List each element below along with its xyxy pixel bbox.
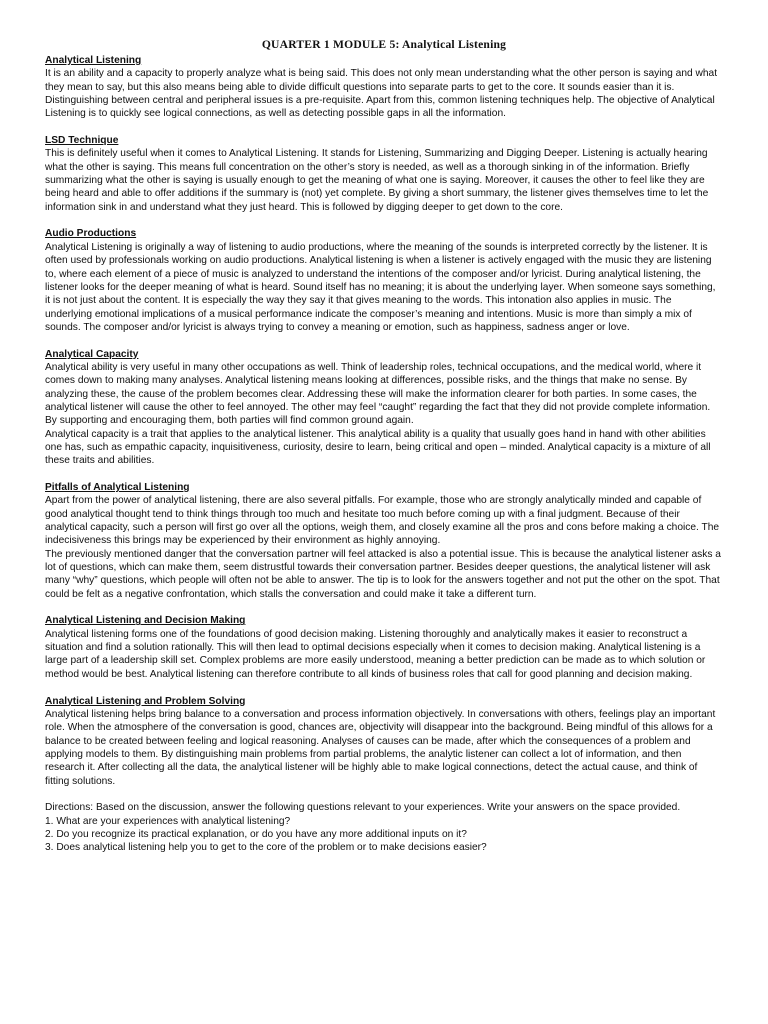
section-paragraph: It is an ability and a capacity to properly analyze what is being said. This does not only mean understanding what the other person is saying and what they mean to say, but this also means being able to divide difficult questions into separate parts to get to the core. It sounds easier than it is. Distinguishing between central and peripheral issues is a pre-requisite. Apart from this, common listening techniques help. The objective of Analytical Listening is to quickly see logical connections, as well as detecting possible gaps in all the information. [45, 68, 718, 120]
section-heading: Analytical Listening and Decision Making [45, 615, 246, 627]
directions-text: Directions: Based on the discussion, answer the following questions relevant to your experiences. Write your answers on the space provided. [45, 802, 681, 814]
section-heading: LSD Technique [45, 135, 119, 147]
section-paragraph: Analytical ability is very useful in many other occupations as well. Think of leadership roles, technical occupations, and the medical world, where it comes down to making many analyses. Analytical listening means looking at differences, possible risks, and the things that make no sense. By analyzing these, the cause of the problem becomes clear. Addressing these will make the information clearer for both parties. In some cases, the analytical listener will cause the other to feel annoyed. The other may feel “caught” regarding the fact that they did not provide complete information. By supporting and encouraging them, both parties will find common ground again. [45, 361, 711, 427]
question-item: 2. Do you recognize its practical explanation, or do you have any more additional inputs on it? [45, 828, 467, 840]
section-pitfalls [45, 481, 721, 601]
section-paragraph: Analytical Listening is originally a way of listening to audio productions, where the meaning of the sounds is interpreted correctly by the listener. It is often used by professionals working on audio productions. Analytical listening is when a listener is actively engaged with the music they are listening to, where each element of a piece of music is analyzed to understand the intentions of the composer and/or lyricist. During analytical listening, the listener looks for the deeper meaning of what is heard. Sound itself has no meaning; it is about the underlying layer. When someone says something, it is not just about the content. It is especially the way they say it that gives meaning to the words. This intonation also applies in music. The underlying emotional implications of a musical performance indicate the composer’s meaning and intentions. Music is more than simply a mix of sounds. The composer and/or lyricist is always trying to convey a meaning or emotion, such as happiness, sadness anger or love. [45, 241, 716, 333]
section-analytical-listening [45, 54, 721, 121]
section-lsd-technique [45, 134, 721, 214]
section-decision-making [45, 614, 721, 681]
question-item: 1. What are your experiences with analytical listening? [45, 815, 291, 827]
section-paragraph: Analytical listening forms one of the foundations of good decision making. Listening thoroughly and analytically makes it easier to reconstruct a situation and find a solution rationally. This will then lead to optimal decisions especially when it comes to decision making. Analytical listening is a large part of a leadership skill set. Complex problems are more easily understood, meaning a better prediction can be made as to which solution or method would be best. Analytical listening can therefore contribute to all kinds of business roles that call for good planning and decision making. [45, 628, 706, 680]
section-heading: Audio Productions [45, 228, 137, 240]
question-item: 3. Does analytical listening help you to get to the core of the problem or to make decisions easier? [45, 842, 487, 854]
section-paragraph: Analytical listening helps bring balance to a conversation and process information objectively. In conversations with others, feelings play an important role. When the atmosphere of the conversation is good, chances are, objectivity will disappear into the background. Being mindful of this allows for a balance to be created between feeling and logical reasoning. Analyses of causes can be made, after which the consequences of a problem and applying models to them. By distinguishing main problems from partial problems, the analytic listener can collect a lot of information, and then research it. After collecting all the data, the analytical listener will be highly able to make logical connections, detect the actual cause, and think of fitting solutions. [45, 708, 716, 787]
section-paragraph: Analytical capacity is a trait that applies to the analytical listener. This analytical ability is a quality that usually goes hand in hand with other abilities one has, such as empathic capacity, inquisitiveness, curiosity, desire to learn, being critical and open – minded. Analytical capacity is a mixture of all these traits and abilities. [45, 428, 711, 467]
section-problem-solving [45, 695, 721, 788]
section-heading: Pitfalls of Analytical Listening [45, 482, 190, 493]
section-paragraph: This is definitely useful when it comes to Analytical Listening. It stands for Listening, Summarizing and Digging Deeper. Listening is actually hearing what the other is saying. This means full concentration on the other’s story is needed, as well as a thorough sinking in of the information. Briefly summarizing what the other is saying is usually enough to get the meaning of what one is saying. Moreover, it causes the other to feel like they are being heard and able to offer additions if the summary is (not) yet complete. By giving a short summary, the listener gives themselves time to let the information sink in and understand what they just heard. This is followed by digging deeper to get down to the core. [45, 148, 709, 213]
section-analytical-capacity [45, 348, 721, 468]
directions-block [45, 801, 721, 854]
section-paragraph: Apart from the power of analytical listening, there are also several pitfalls. For example, those who are strongly analytically minded and capable of good analytical thought tend to think things through too much and hesitate too much before coming up with a final judgment. Because of their analytical capacity, such a person will first go over all the options, weigh them, and closely examine all the pros and cons before making a choice. The indecisiveness this brings may be experienced by their environment as highly annoying. [45, 495, 720, 547]
section-heading: Analytical Listening [45, 55, 142, 66]
document-body [45, 54, 721, 855]
page-title: QUARTER 1 MODULE 5: Analytical Listening [261, 38, 507, 51]
section-paragraph: The previously mentioned danger that the conversation partner will feel attacked is also a potential issue. This is because the analytical listener asks a lot of questions, which can make them, seem distrustful towards their conversation partner. Besides deeper questions, the analytical listener will ask many “why” questions, which people will often not be able to answer. The tip is to look for the answers together and not put the other on the spot. That could be felt as a negative confrontation, which stalls the conversation and could make it take a different turn. [45, 548, 721, 600]
section-heading: Analytical Capacity [45, 348, 139, 360]
section-audio-productions [45, 227, 721, 334]
section-heading: Analytical Listening and Problem Solving [45, 695, 246, 707]
